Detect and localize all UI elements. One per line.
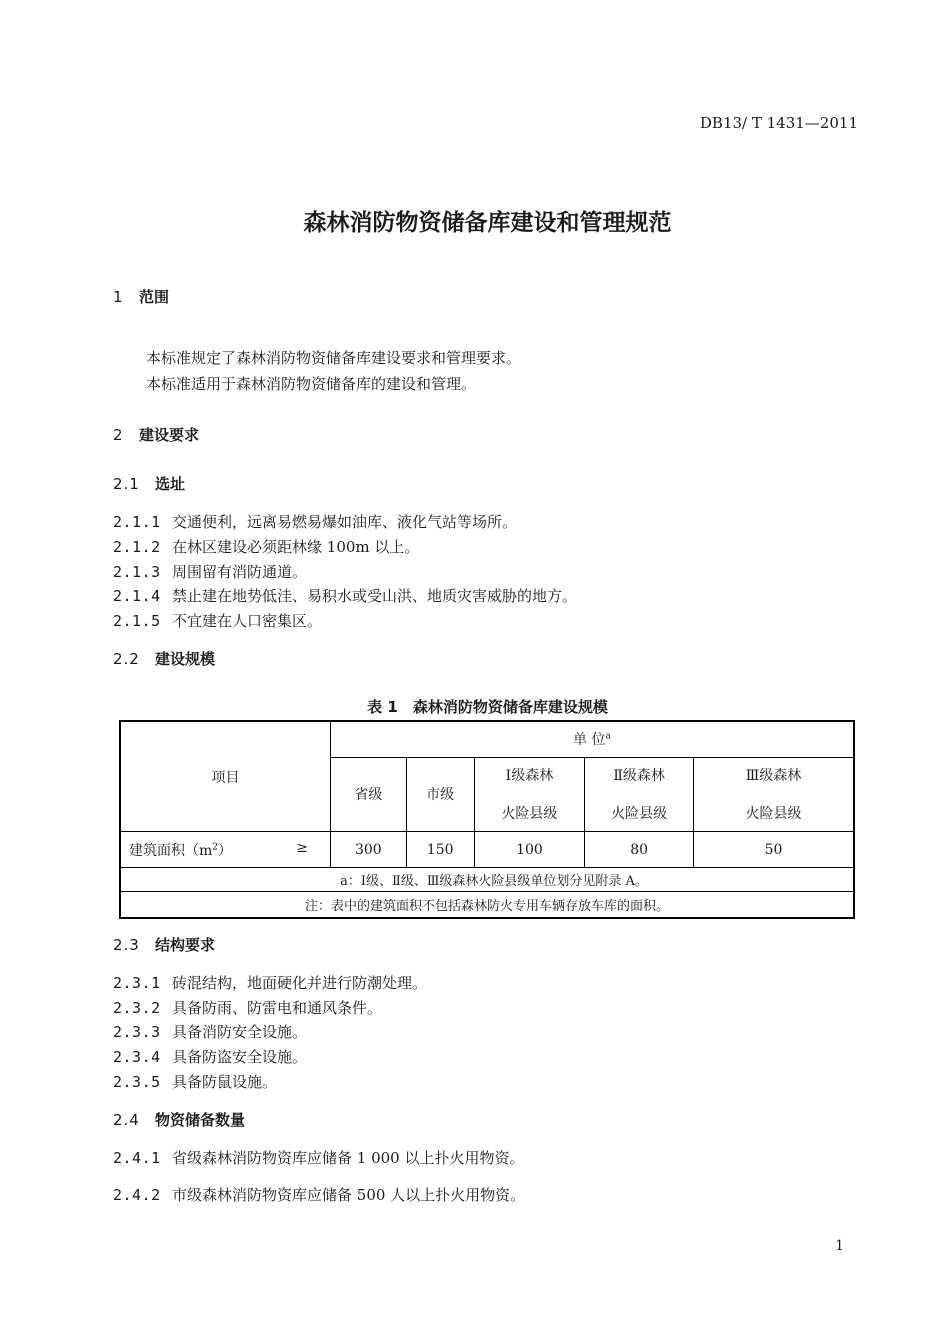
- section-heading-1: [113, 286, 169, 307]
- section-heading-2-2: [113, 648, 215, 669]
- clause-number: 2.3.3: [113, 1023, 161, 1041]
- section-title: 物资储备数量: [155, 1111, 246, 1129]
- clause-number: 2.3.5: [113, 1073, 161, 1091]
- document-title: 森林消防物资储备库建设和管理规范: [303, 210, 672, 236]
- section-heading-2-1: [113, 473, 185, 494]
- document-code: DB13/ T 1431—2011: [699, 114, 858, 132]
- clause-number: 2.1.4: [113, 587, 161, 605]
- clause-item: [113, 972, 427, 993]
- clause-item: [113, 610, 322, 631]
- clause-item: [113, 997, 382, 1018]
- section-number: 2.3: [113, 936, 140, 954]
- section-number: 2: [113, 426, 123, 444]
- clause-item: [113, 1071, 277, 1092]
- table-cell: 300: [330, 832, 406, 868]
- clause-item: [113, 585, 577, 606]
- clause-item: [113, 1147, 524, 1168]
- clause-number: 2.1.2: [113, 538, 161, 556]
- section-number: 2.4: [113, 1111, 140, 1129]
- section-title: 建设规模: [155, 650, 216, 668]
- table-header-cell: Ⅲ级森林 火险县级: [693, 757, 854, 831]
- clause-number: 2.3.2: [113, 999, 161, 1017]
- clause-item: [113, 536, 419, 557]
- clause-number: 2.1.5: [113, 612, 161, 630]
- row-label: 建筑面积$(m^2)$ ≥: [120, 832, 330, 868]
- clause-text: 在林区建设必须距林缘 100m 以上。: [172, 538, 420, 556]
- clause-number: 2.4.1: [113, 1149, 161, 1167]
- clause-item: [113, 1046, 307, 1067]
- table-header-unit: 单 位$^a$: [330, 721, 854, 757]
- clause-item: [113, 1184, 525, 1205]
- comparison-operator: ≥: [296, 839, 308, 856]
- table-header-cell: 省级: [330, 757, 406, 831]
- table-footnote: a：Ⅰ级、Ⅱ级、Ⅲ级森林火险县级单位划分见附录 A。: [120, 868, 854, 892]
- scope-paragraph: 本标准规定了森林消防物资储备库建设要求和管理要求。: [146, 349, 522, 367]
- construction-scale-table: [119, 720, 855, 919]
- section-heading-2-4: [113, 1109, 245, 1130]
- section-heading-2: [113, 424, 199, 445]
- clause-number: 2.4.2: [113, 1186, 161, 1204]
- clause-text: 具备防雨、防雷电和通风条件。: [172, 999, 383, 1017]
- section-title: 结构要求: [155, 936, 216, 954]
- section-number: 1: [113, 288, 123, 306]
- table-note: 注：表中的建筑面积不包括森林防火专用车辆存放车库的面积。: [120, 892, 854, 918]
- clause-item: [113, 561, 307, 582]
- page-number: 1: [835, 1238, 844, 1254]
- section-title: 建设要求: [139, 426, 200, 444]
- section-heading-2-3: [113, 934, 215, 955]
- table-row: [120, 832, 854, 868]
- section-number: 2.2: [113, 650, 140, 668]
- clause-number: 2.1.1: [113, 513, 161, 531]
- clause-text: 省级森林消防物资库应储备 1 000 以上扑火用物资。: [172, 1149, 525, 1167]
- clause-item: [113, 511, 517, 532]
- clause-text: 交通便利，远离易燃易爆如油库、液化气站等场所。: [172, 513, 518, 531]
- table-header-cell: Ⅱ级森林 火险县级: [585, 757, 694, 831]
- footnote-marker: a: [605, 731, 611, 742]
- section-number: 2.1: [113, 475, 140, 493]
- clause-text: 市级森林消防物资库应储备 500 人以上扑火用物资。: [172, 1186, 526, 1204]
- clause-item: [113, 1021, 307, 1042]
- clause-number: 2.1.3: [113, 563, 161, 581]
- table-cell: 150: [406, 832, 474, 868]
- clause-text: 具备防鼠设施。: [172, 1073, 278, 1091]
- clause-text: 具备防盗安全设施。: [172, 1048, 308, 1066]
- table-header-item: 项目: [120, 721, 330, 832]
- clause-number: 2.3.4: [113, 1048, 161, 1066]
- clause-text: 周围留有消防通道。: [172, 563, 308, 581]
- section-title: 选址: [155, 475, 186, 493]
- table-cell: 50: [693, 832, 854, 868]
- table-caption: 表 1 森林消防物资储备库建设规模: [367, 698, 608, 716]
- section-title: 范围: [139, 288, 170, 306]
- clause-text: 不宜建在人口密集区。: [172, 612, 323, 630]
- table-cell: 100: [474, 832, 585, 868]
- clause-text: 具备消防安全设施。: [172, 1023, 308, 1041]
- clause-number: 2.3.1: [113, 974, 161, 992]
- table-header-cell: 市级: [406, 757, 474, 831]
- table-cell: 80: [585, 832, 694, 868]
- clause-text: 禁止建在地势低洼、易积水或受山洪、地质灾害威胁的地方。: [172, 587, 578, 605]
- clause-text: 砖混结构，地面硬化并进行防潮处理。: [172, 974, 428, 992]
- table-header-cell: Ⅰ级森林 火险县级: [474, 757, 585, 831]
- scope-paragraph: 本标准适用于森林消防物资储备库的建设和管理。: [146, 375, 477, 393]
